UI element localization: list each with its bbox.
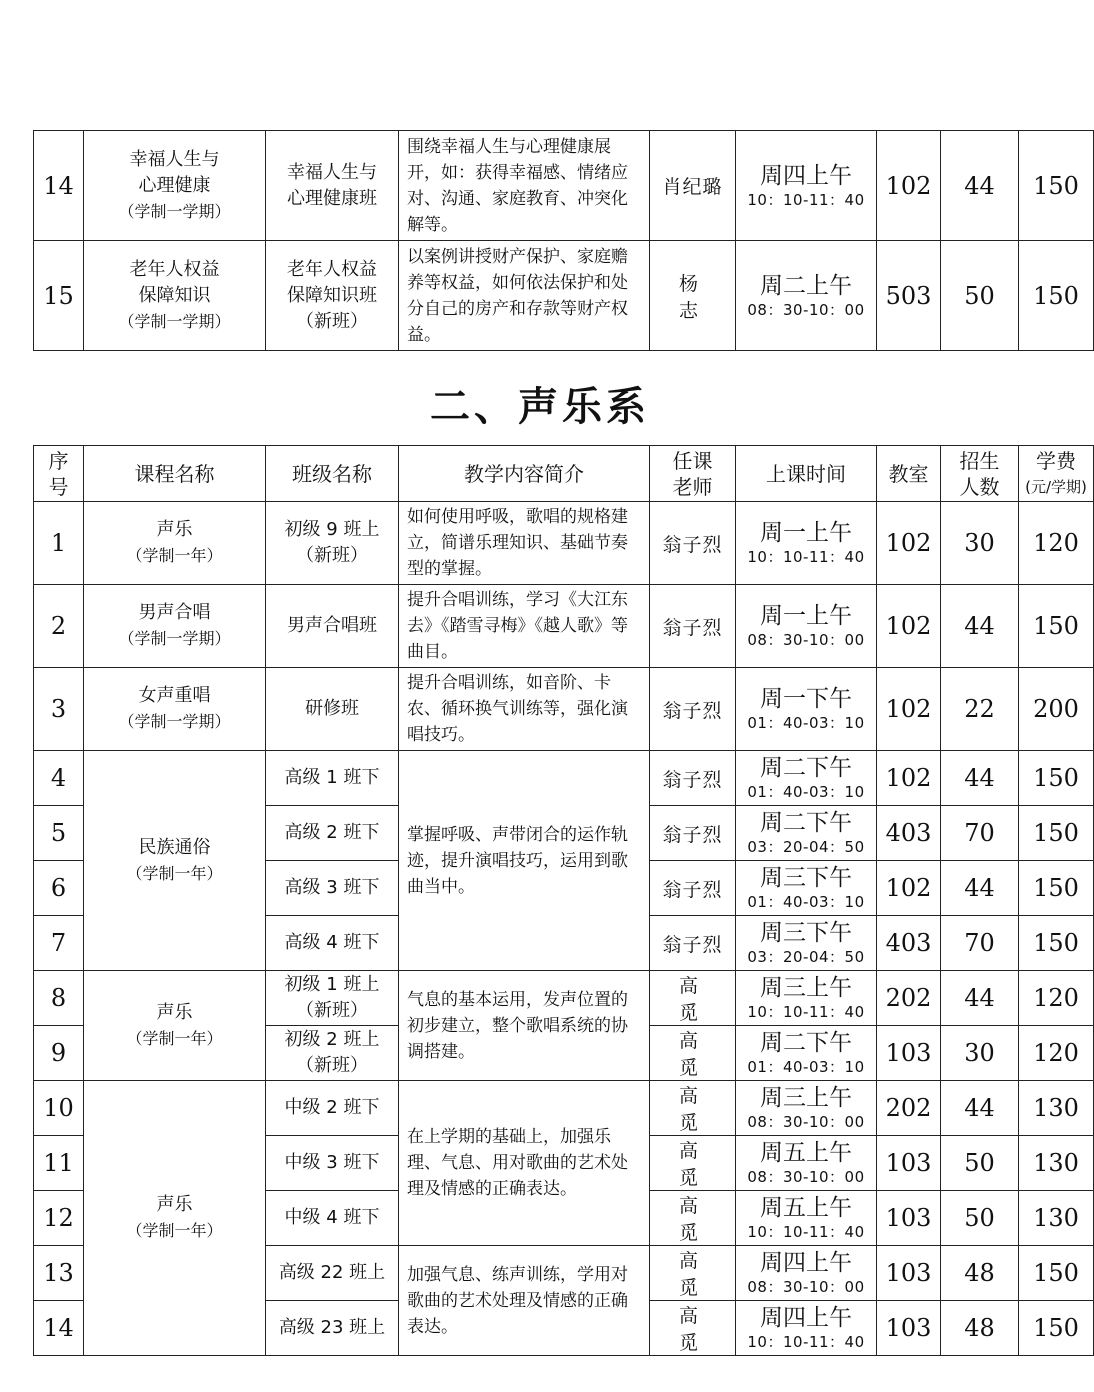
course-name: 民族通俗 （学制一年） xyxy=(84,751,266,971)
class-name: 高级 2 班下 xyxy=(266,806,399,861)
classroom: 102 xyxy=(877,502,941,585)
class-name: 高级 4 班下 xyxy=(266,916,399,971)
enrollment: 70 xyxy=(941,806,1019,861)
table-row xyxy=(34,668,1094,751)
tuition: 150 xyxy=(1019,585,1094,668)
classroom: 403 xyxy=(877,916,941,971)
row-seq: 12 xyxy=(34,1191,84,1246)
enrollment: 48 xyxy=(941,1246,1019,1301)
course-description: 提升合唱训练，如音阶、卡农、循环换气训练等，强化演唱技巧。 xyxy=(399,668,650,751)
class-name: 初级 9 班上 （新班） xyxy=(266,502,399,585)
enrollment: 44 xyxy=(941,861,1019,916)
class-name: 中级 4 班下 xyxy=(266,1191,399,1246)
classroom: 103 xyxy=(877,1301,941,1356)
class-name: 高级 23 班上 xyxy=(266,1301,399,1356)
table-row xyxy=(34,585,1094,668)
classroom: 103 xyxy=(877,1026,941,1081)
classroom: 103 xyxy=(877,1191,941,1246)
class-time: 周三上午 08：30-10：00 xyxy=(736,1081,877,1136)
table-row xyxy=(34,971,1094,1026)
row-seq: 8 xyxy=(34,971,84,1026)
class-time: 周三上午 10：10-11：40 xyxy=(736,971,877,1026)
classroom: 102 xyxy=(877,131,941,241)
row-seq: 14 xyxy=(34,1301,84,1356)
teacher-name: 高 觅 xyxy=(650,1301,736,1356)
class-name: 初级 2 班上 （新班） xyxy=(266,1026,399,1081)
table-row xyxy=(34,502,1094,585)
class-time: 周五上午 10：10-11：40 xyxy=(736,1191,877,1246)
enrollment: 44 xyxy=(941,1081,1019,1136)
class-name: 高级 1 班下 xyxy=(266,751,399,806)
course-name: 女声重唱 （学制一学期） xyxy=(84,668,266,751)
tuition: 120 xyxy=(1019,971,1094,1026)
enrollment: 50 xyxy=(941,1136,1019,1191)
teacher-name: 高 觅 xyxy=(650,1191,736,1246)
header-time: 上课时间 xyxy=(736,446,877,502)
class-name: 老年人权益 保障知识班 （新班） xyxy=(266,241,399,351)
header-seq: 序 号 xyxy=(34,446,84,502)
class-name: 幸福人生与 心理健康班 xyxy=(266,131,399,241)
row-seq: 9 xyxy=(34,1026,84,1081)
tuition: 150 xyxy=(1019,861,1094,916)
enrollment: 44 xyxy=(941,971,1019,1026)
class-time: 周四上午 10：10-11：40 xyxy=(736,131,877,241)
classroom: 403 xyxy=(877,806,941,861)
teacher-name: 肖纪璐 xyxy=(650,131,736,241)
teacher-name: 翁子烈 xyxy=(650,502,736,585)
row-seq: 7 xyxy=(34,916,84,971)
classroom: 202 xyxy=(877,971,941,1026)
enrollment: 50 xyxy=(941,241,1019,351)
enrollment: 30 xyxy=(941,502,1019,585)
tuition: 150 xyxy=(1019,751,1094,806)
course-description: 提升合唱训练，学习《大江东去》《踏雪寻梅》《越人歌》等曲目。 xyxy=(399,585,650,668)
row-seq: 11 xyxy=(34,1136,84,1191)
row-seq: 14 xyxy=(34,131,84,241)
course-description: 掌握呼吸、声带闭合的运作轨迹，提升演唱技巧，运用到歌曲当中。 xyxy=(399,751,650,971)
enrollment: 22 xyxy=(941,668,1019,751)
tuition: 150 xyxy=(1019,916,1094,971)
table-row xyxy=(34,1081,1094,1136)
row-seq: 2 xyxy=(34,585,84,668)
enrollment: 70 xyxy=(941,916,1019,971)
row-seq: 6 xyxy=(34,861,84,916)
enrollment: 44 xyxy=(941,131,1019,241)
teacher-name: 翁子烈 xyxy=(650,861,736,916)
header-fee: 学费 (元/学期) xyxy=(1019,446,1094,502)
teacher-name: 杨 志 xyxy=(650,241,736,351)
table-row xyxy=(34,751,1094,806)
row-seq: 15 xyxy=(34,241,84,351)
course-name: 男声合唱 （学制一学期） xyxy=(84,585,266,668)
enrollment: 48 xyxy=(941,1301,1019,1356)
teacher-name: 高 觅 xyxy=(650,1026,736,1081)
class-time: 周二下午 03：20-04：50 xyxy=(736,806,877,861)
tuition: 150 xyxy=(1019,806,1094,861)
classroom: 102 xyxy=(877,668,941,751)
row-seq: 3 xyxy=(34,668,84,751)
teacher-name: 翁子烈 xyxy=(650,916,736,971)
row-seq: 13 xyxy=(34,1246,84,1301)
course-description: 围绕幸福人生与心理健康展开，如：获得幸福感、情绪应对、沟通、家庭教育、冲突化解等。 xyxy=(399,131,650,241)
tuition: 130 xyxy=(1019,1081,1094,1136)
class-time: 周一下午 01：40-03：10 xyxy=(736,668,877,751)
continued-course-table xyxy=(33,130,1094,351)
classroom: 103 xyxy=(877,1136,941,1191)
class-time: 周一上午 08：30-10：00 xyxy=(736,585,877,668)
class-time: 周四上午 10：10-11：40 xyxy=(736,1301,877,1356)
classroom: 202 xyxy=(877,1081,941,1136)
tuition: 150 xyxy=(1019,1246,1094,1301)
course-name: 老年人权益 保障知识 （学制一学期） xyxy=(84,241,266,351)
class-time: 周五上午 08：30-10：00 xyxy=(736,1136,877,1191)
classroom: 102 xyxy=(877,751,941,806)
tuition: 150 xyxy=(1019,241,1094,351)
classroom: 503 xyxy=(877,241,941,351)
class-time: 周二下午 01：40-03：10 xyxy=(736,751,877,806)
row-seq: 5 xyxy=(34,806,84,861)
course-name: 声乐 （学制一年） xyxy=(84,1081,266,1356)
teacher-name: 翁子烈 xyxy=(650,806,736,861)
teacher-name: 高 觅 xyxy=(650,1246,736,1301)
header-course: 课程名称 xyxy=(84,446,266,502)
header-enroll: 招生 人数 xyxy=(941,446,1019,502)
course-description: 如何使用呼吸，歌唱的规格建立，简谱乐理知识、基础节奏型的掌握。 xyxy=(399,502,650,585)
class-name: 研修班 xyxy=(266,668,399,751)
table-row xyxy=(34,241,1094,351)
header-class: 班级名称 xyxy=(266,446,399,502)
tuition: 120 xyxy=(1019,1026,1094,1081)
course-description: 气息的基本运用，发声位置的初步建立，整个歌唱系统的协调搭建。 xyxy=(399,971,650,1081)
class-time: 周四上午 08：30-10：00 xyxy=(736,1246,877,1301)
enrollment: 44 xyxy=(941,751,1019,806)
header-room: 教室 xyxy=(877,446,941,502)
row-seq: 10 xyxy=(34,1081,84,1136)
teacher-name: 高 觅 xyxy=(650,1136,736,1191)
class-name: 男声合唱班 xyxy=(266,585,399,668)
class-time: 周二上午 08：30-10：00 xyxy=(736,241,877,351)
teacher-name: 翁子烈 xyxy=(650,585,736,668)
class-name: 中级 2 班下 xyxy=(266,1081,399,1136)
enrollment: 30 xyxy=(941,1026,1019,1081)
class-name: 初级 1 班上 （新班） xyxy=(266,971,399,1026)
header-row xyxy=(34,446,1094,502)
teacher-name: 高 觅 xyxy=(650,971,736,1026)
classroom: 103 xyxy=(877,1246,941,1301)
teacher-name: 翁子烈 xyxy=(650,668,736,751)
vocal-course-table xyxy=(33,445,1094,1356)
table-row xyxy=(34,131,1094,241)
class-time: 周三下午 03：20-04：50 xyxy=(736,916,877,971)
enrollment: 44 xyxy=(941,585,1019,668)
tuition: 200 xyxy=(1019,668,1094,751)
class-time: 周三下午 01：40-03：10 xyxy=(736,861,877,916)
classroom: 102 xyxy=(877,585,941,668)
class-name: 中级 3 班下 xyxy=(266,1136,399,1191)
course-name: 声乐 （学制一年） xyxy=(84,502,266,585)
row-seq: 4 xyxy=(34,751,84,806)
tuition: 150 xyxy=(1019,131,1094,241)
course-name: 声乐 （学制一年） xyxy=(84,971,266,1081)
tuition: 120 xyxy=(1019,502,1094,585)
tuition: 130 xyxy=(1019,1136,1094,1191)
class-name: 高级 22 班上 xyxy=(266,1246,399,1301)
row-seq: 1 xyxy=(34,502,84,585)
course-description: 在上学期的基础上，加强乐理、气息、用对歌曲的艺术处理及情感的正确表达。 xyxy=(399,1081,650,1246)
class-time: 周一上午 10：10-11：40 xyxy=(736,502,877,585)
course-description: 加强气息、练声训练，学用对歌曲的艺术处理及情感的正确表达。 xyxy=(399,1246,650,1356)
section-title: 二、声乐系 xyxy=(430,383,650,430)
tuition: 150 xyxy=(1019,1301,1094,1356)
header-teacher: 任课 老师 xyxy=(650,446,736,502)
teacher-name: 翁子烈 xyxy=(650,751,736,806)
class-name: 高级 3 班下 xyxy=(266,861,399,916)
course-name: 幸福人生与 心理健康 （学制一学期） xyxy=(84,131,266,241)
tuition: 130 xyxy=(1019,1191,1094,1246)
course-description: 以案例讲授财产保护、家庭赡养等权益，如何依法保护和处分自己的房产和存款等财产权益。 xyxy=(399,241,650,351)
classroom: 102 xyxy=(877,861,941,916)
enrollment: 50 xyxy=(941,1191,1019,1246)
class-time: 周二下午 01：40-03：10 xyxy=(736,1026,877,1081)
header-description: 教学内容简介 xyxy=(399,446,650,502)
teacher-name: 高 觅 xyxy=(650,1081,736,1136)
